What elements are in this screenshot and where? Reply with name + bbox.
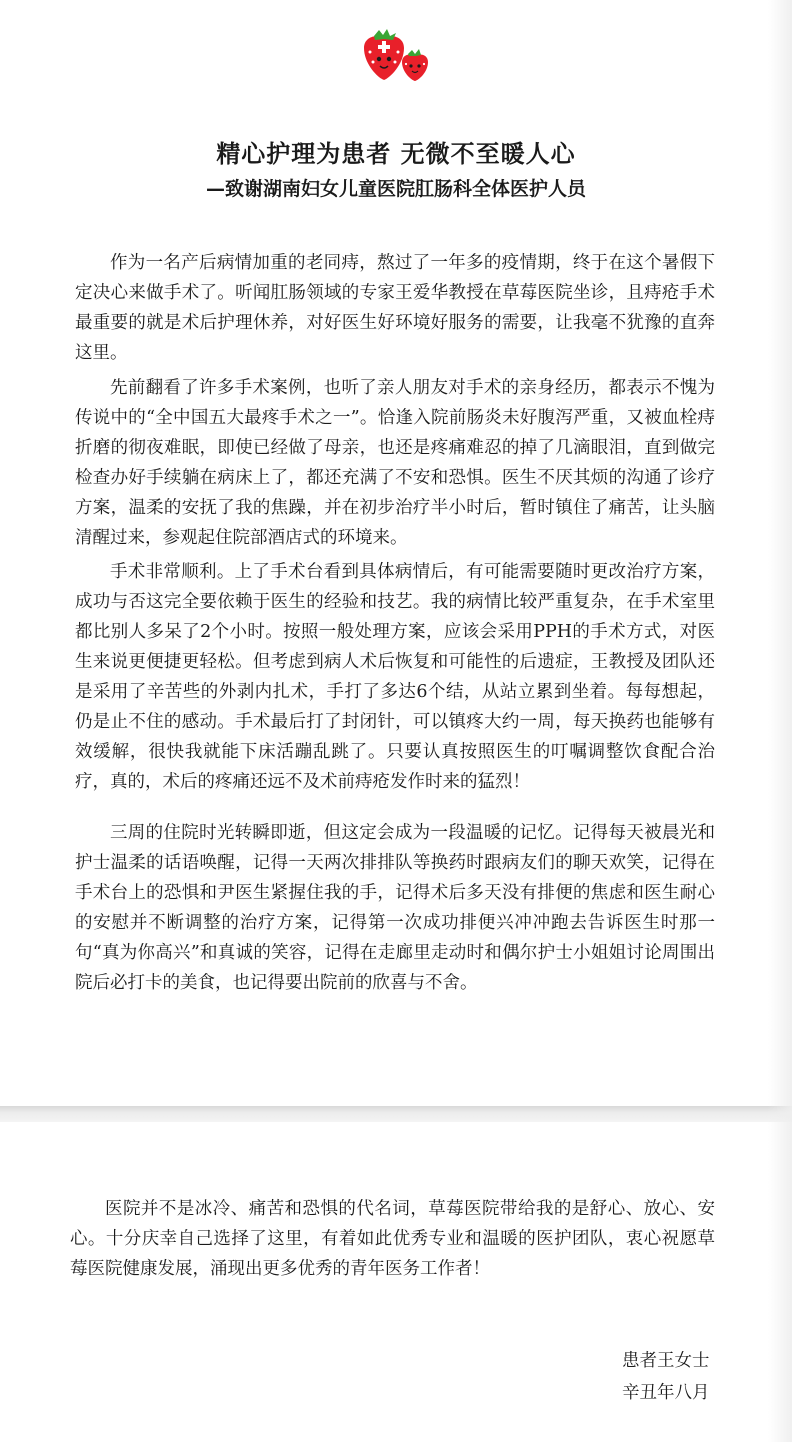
- paragraph-4: 三周的住院时光转瞬即逝，但这定会成为一段温暖的记忆。记得每天被晨光和护士温柔的话语唤醒，记得一天两次排排队等换药时跟病友们的聊天欢笑，记得在手术台上的恐惧和尹医生紧握住我的手，记得术后多天没有排便的焦虑和医生耐心的安慰并不断调整的治疗方案，记得第一次成功排便兴冲冲跑去告诉医生时那一句“真为你高兴”和真诚的笑容，记得在走廊里走动时和偶尔护士小姐姐讨论周围出院后必打卡的美食，也记得要出院前的欣喜与不舍。: [75, 823, 715, 993]
- signature-name: 患者王女士: [622, 1351, 710, 1371]
- paragraph-5: 医院并不是冰冷、痛苦和恐惧的代名词，草莓医院带给我的是舒心、放心、安心。十分庆幸自己选择了这里，有着如此优秀专业和温暖的医护团队，衷心祝愿草莓医院健康发展，涌现出更多优秀的青年医务工作者！: [70, 1199, 715, 1279]
- page-separator: [0, 1106, 792, 1122]
- strawberry-logo-icon: [358, 26, 432, 84]
- signature-date: 辛丑年八月: [622, 1383, 710, 1403]
- paragraph-3: 手术非常顺利。上了手术台看到具体病情后，有可能需要随时更改治疗方案，成功与否这完全要依赖于医生的经验和技艺。我的病情比较严重复杂，在手术室里都比别人多呆了2个小时。按照一般处理方案，应该会采用PPH的手术方式，对医生来说更便捷更轻松。但考虑到病人术后恢复和可能性的后遗症，王教授及团队还是采用了辛苦些的外剥内扎术，手打了多达6个结，从站立累到坐着。每每想起，仍是止不住的感动。手术最后打了封闭针，可以镇疼大约一周，每天换药也能够有效缓解，很快我就能下床活蹦乱跳了。只要认真按照医生的叮嘱调整饮食配合治疗，真的，术后的疼痛还远不及术前痔疮发作时来的猛烈！: [75, 562, 715, 792]
- signature-block: [622, 1345, 710, 1409]
- paragraph-2: 先前翻看了许多手术案例，也听了亲人朋友对手术的亲身经历，都表示不愧为传说中的“全中国五大最疼手术之一”。恰逢入院前肠炎未好腹泻严重，又被血栓痔折磨的彻夜难眠，即使已经做了母亲，也还是疼痛难忍的掉了几滴眼泪，直到做完检查办好手续躺在病床上了，都还充满了不安和恐惧。医生不厌其烦的沟通了诊疗方案，温柔的安抚了我的焦躁，并在初步治疗半小时后，暂时镇住了痛苦，让头脑清醒过来，参观起住院部酒店式的环境来。: [75, 378, 715, 548]
- paragraph-1: 作为一名产后病情加重的老同痔，熬过了一年多的疫情期，终于在这个暑假下定决心来做手术了。听闻肛肠领域的专家王爱华教授在草莓医院坐诊，且痔疮手术最重要的就是术后护理休养，对好医生好环境好服务的需要，让我毫不犹豫的直奔这里。: [75, 253, 715, 363]
- letter-subtitle: —致谢湖南妇女儿童医院肛肠科全体医护人员: [205, 178, 586, 200]
- letter-title: 精心护理为患者 无微不至暖人心: [216, 140, 576, 168]
